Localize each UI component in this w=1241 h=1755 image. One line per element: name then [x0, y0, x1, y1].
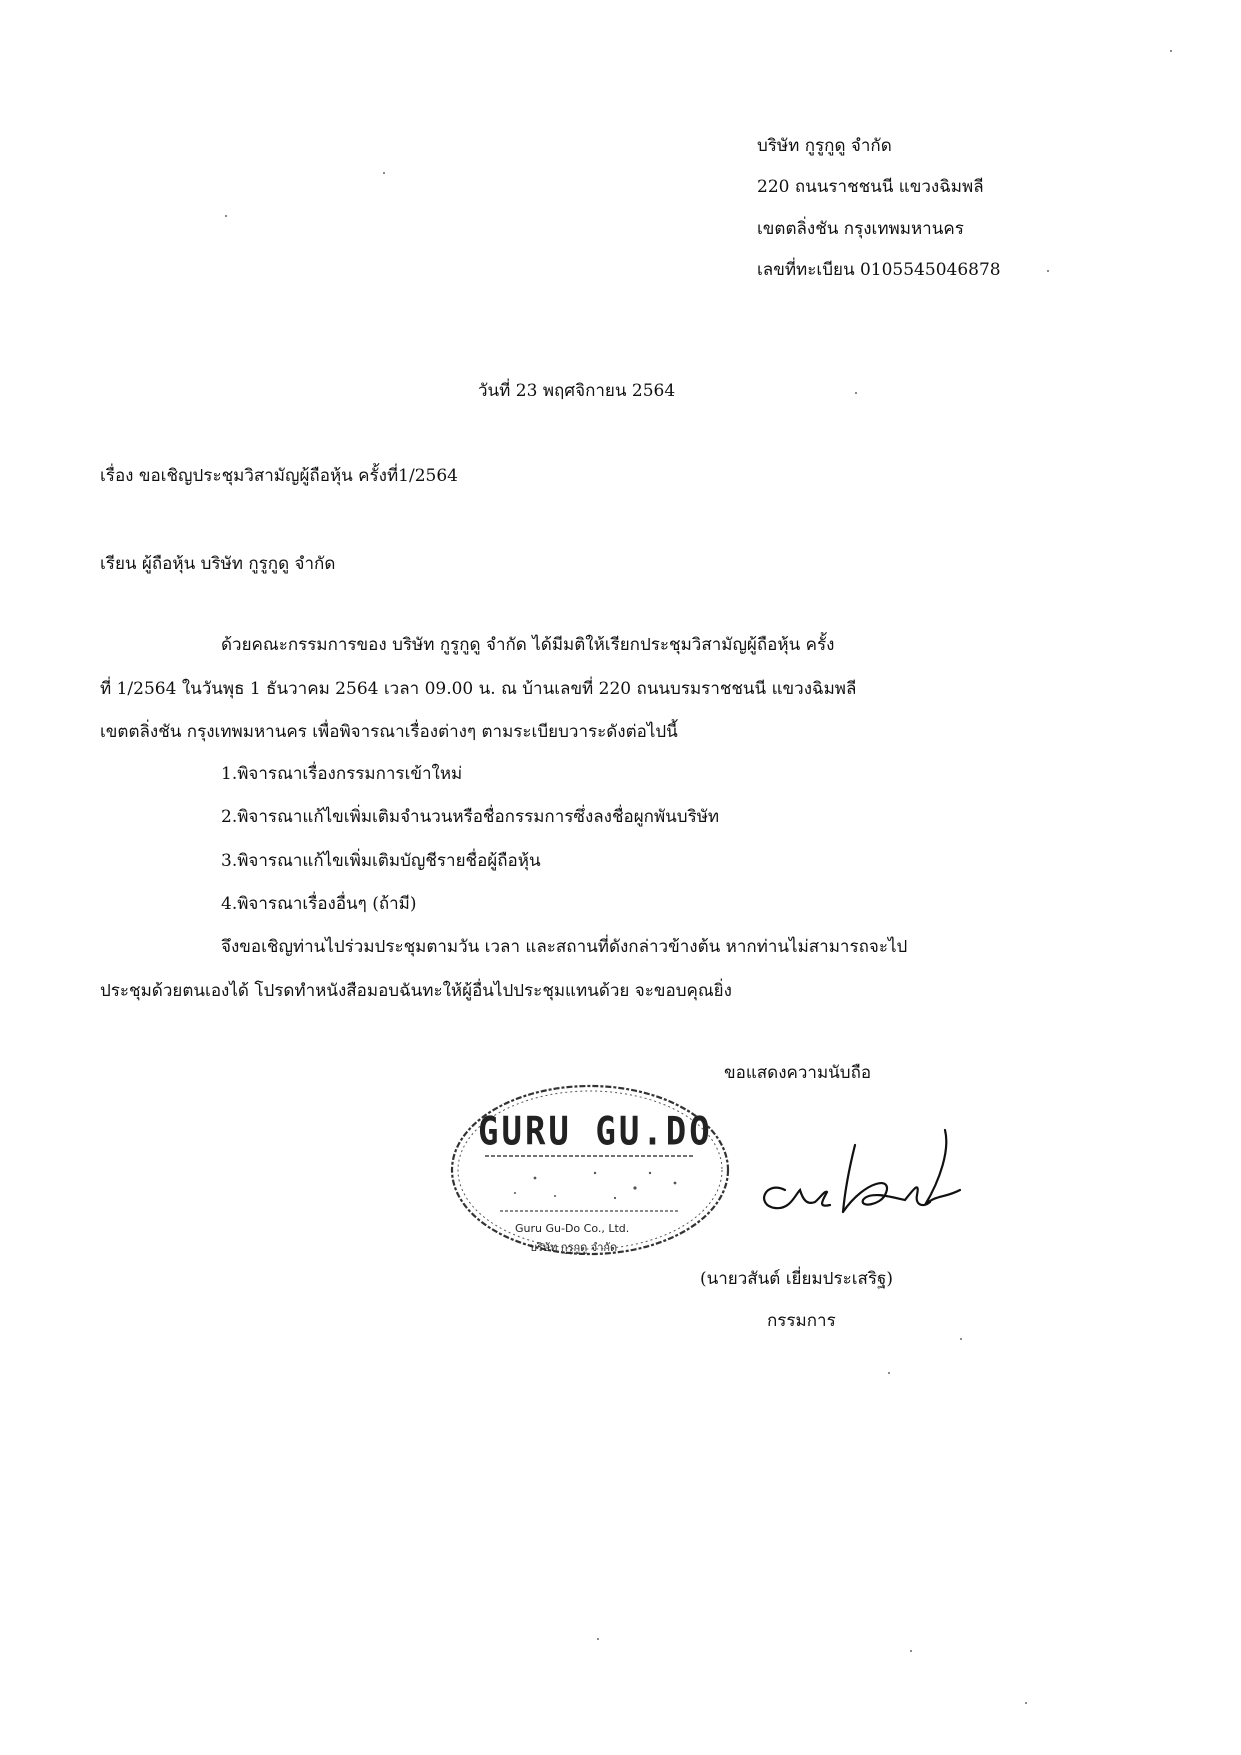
signer-position: กรรมการ [767, 1311, 836, 1331]
company-name: บริษัท กูรูกูดู จำกัด [757, 136, 892, 156]
agenda-item-4: 4.พิจารณาเรื่องอื่นๆ (ถ้ามี) [221, 894, 417, 914]
scan-speck [855, 392, 857, 394]
agenda-item-3: 3.พิจารณาแก้ไขเพิ่มเติมบัญชีรายชื่อผู้ถือหุ้น [221, 851, 541, 871]
seal-thai-name: บริษัท กูรูกูดู จำกัด [530, 1241, 618, 1254]
scan-speck [1047, 270, 1049, 272]
closing-paragraph-line-1: จึงขอเชิญท่านไปร่วมประชุมตามวัน เวลา และสถานที่ดังกล่าวข้างต้น หากท่านไม่สามารถจะไป [221, 937, 908, 957]
letter-subject: เรื่อง ขอเชิญประชุมวิสามัญผู้ถือหุ้น ครั้งที่1/2564 [100, 466, 458, 486]
scan-speck [383, 172, 385, 174]
scan-speck [597, 1638, 599, 1640]
seal-title: GURU GU.DO [478, 1109, 713, 1155]
closing-salutation: ขอแสดงความนับถือ [724, 1063, 872, 1083]
scan-speck [225, 215, 227, 217]
scan-speck [910, 1650, 912, 1652]
closing-paragraph-line-2: ประชุมด้วยตนเองได้ โปรดทำหนังสือมอบฉันทะให้ผู้อื่นไปประชุมแทนด้วย จะขอบคุณยิ่ง [100, 981, 732, 1001]
paragraph-line-1: ด้วยคณะกรรมการของ บริษัท กูรูกูดู จำกัด ได้มีมติให้เรียกประชุมวิสามัญผู้ถือหุ้น ครั้ง [221, 635, 835, 655]
company-seal-icon [445, 1078, 735, 1263]
paragraph-line-3: เขตตลิ่งชัน กรุงเทพมหานคร เพื่อพิจารณาเรื่องต่างๆ ตามระเบียบวาระดังต่อไปนี้ [100, 722, 678, 742]
scan-speck [888, 1372, 890, 1374]
agenda-item-2: 2.พิจารณาแก้ไขเพิ่มเติมจำนวนหรือชื่อกรรมการซึ่งลงชื่อผูกพันบริษัท [221, 807, 720, 827]
company-street: 220 ถนนราชชนนี แขวงฉิมพลี [757, 177, 984, 197]
signature-icon [745, 1120, 975, 1230]
scan-speck [1025, 1702, 1027, 1704]
letter-date: วันที่ 23 พฤศจิกายน 2564 [478, 381, 676, 401]
paragraph-line-2: ที่ 1/2564 ในวันพุธ 1 ธันวาคม 2564 เวลา 09.00 น. ณ บ้านเลขที่ 220 ถนนบรมราชชนนี แขวงฉิมพลี [100, 679, 857, 699]
agenda-item-1: 1.พิจารณาเรื่องกรรมการเข้าใหม่ [221, 764, 463, 784]
scan-speck [960, 1338, 962, 1340]
scan-speck [1170, 50, 1172, 52]
signer-name: (นายวสันต์ เยี่ยมประเสริฐ) [700, 1269, 894, 1289]
letter-salutation: เรียน ผู้ถือหุ้น บริษัท กูรูกูดู จำกัด [100, 554, 336, 574]
seal-english-name: Guru Gu-Do Co., Ltd. [515, 1222, 630, 1235]
company-district: เขตตลิ่งชัน กรุงเทพมหานคร [757, 219, 964, 239]
company-registration: เลขที่ทะเบียน 0105545046878 [757, 260, 1001, 280]
